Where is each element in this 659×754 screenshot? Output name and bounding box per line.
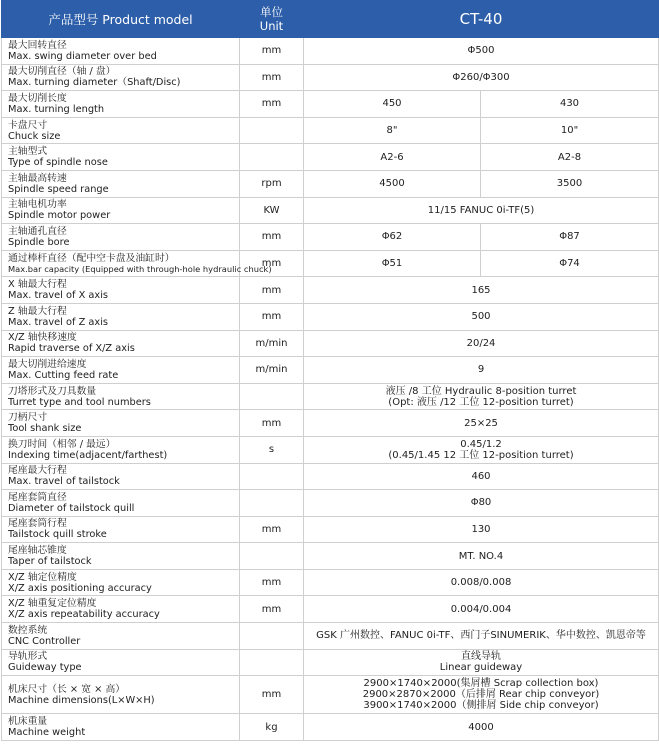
spec-row [2,596,659,623]
spec-row [2,543,659,570]
spec-name-cn: 刀柄尺寸 [8,412,48,424]
spec-name-cn: 尾座轴芯锥度 [8,545,67,557]
spec-name-cn: X/Z 轴重复定位精度 [8,598,97,610]
spec-row [2,117,659,144]
spec-name-en: X/Z axis repeatability accuracy [8,609,160,621]
spec-unit: s [240,436,304,463]
spec-name-cell [2,91,240,118]
spec-name-cn: X/Z 轴定位精度 [8,571,77,583]
spec-row [2,676,659,714]
spec-name-en: Type of spindle nose [8,157,108,169]
spec-row [2,250,659,277]
spec-name-cn: 机床尺寸（长 × 宽 × 高） [8,683,126,695]
spec-unit: mm [240,516,304,543]
spec-name-en: Max. travel of tailstock [8,476,120,488]
spec-name-cell [2,224,240,251]
spec-unit [240,383,304,410]
spec-name-en: Rapid traverse of X/Z axis [8,343,135,355]
spec-name-cell [2,623,240,650]
spec-value: 430 [481,91,659,118]
spec-unit: m/min [240,330,304,357]
spec-value: 500 [304,303,659,330]
spec-row [2,224,659,251]
spec-unit: mm [240,410,304,437]
spec-value: GSK 广州数控、FANUC 0i-TF、西门子SINUMERIK、华中数控、凯恩帝等 [304,623,659,650]
spec-name-cn: 卡盘尺寸 [8,119,48,131]
spec-name-cn: 主轴通孔直径 [8,225,67,237]
spec-value: Φ87 [481,224,659,251]
spec-name-en: Diameter of tailstock quill [8,502,135,514]
spec-name-cell [2,516,240,543]
spec-name-cn: 数控系统 [8,624,48,636]
spec-value-line: Linear guideway [439,662,523,674]
spec-row [2,170,659,197]
spec-value: 0.008/0.008 [304,569,659,596]
spec-value: 450 [304,91,481,118]
spec-name-cn: 尾座套筒直径 [8,491,67,503]
spec-row [2,144,659,171]
spec-name-en: CNC Controller [8,635,81,647]
spec-name-cell [2,117,240,144]
spec-value: 3500 [481,170,659,197]
spec-value: A2-8 [481,144,659,171]
spec-value-line: 2900×1740×2000(集屑槽 Scrap collection box) [363,678,599,690]
spec-value-line: (Opt: 液压 /12 工位 12-position turret) [388,396,574,408]
spec-row [2,357,659,384]
spec-name-cell [2,357,240,384]
header-model: CT-40 [304,1,659,38]
spec-value [304,383,659,410]
spec-unit [240,117,304,144]
spec-table [1,0,659,741]
spec-row [2,623,659,650]
spec-name-cell [2,596,240,623]
spec-unit [240,463,304,490]
spec-value: Φ80 [304,490,659,517]
spec-name-cell [2,38,240,65]
spec-row [2,330,659,357]
spec-name-cell [2,410,240,437]
spec-name-cn: 导轨形式 [8,651,48,663]
spec-unit: m/min [240,357,304,384]
spec-unit: mm [240,38,304,65]
spec-name-cn: 主轴电机功率 [8,199,67,211]
spec-name-en: Indexing time(adjacent/farthest) [8,449,168,461]
spec-name-cell [2,649,240,676]
spec-unit: mm [240,277,304,304]
spec-name-cell [2,303,240,330]
spec-value: 9 [304,357,659,384]
spec-value: A2-6 [304,144,481,171]
spec-value [304,676,659,714]
spec-unit: rpm [240,170,304,197]
spec-name-en: Tailstock quill stroke [8,529,107,541]
spec-name-cn: Z 轴最大行程 [8,305,67,317]
header-product-model: 产品型号 Product model [2,1,240,38]
spec-name-en: Tool shank size [8,423,82,435]
spec-name-en: Machine weight [8,727,86,739]
spec-value: Φ74 [481,250,659,277]
spec-value: 460 [304,463,659,490]
spec-name-en: Spindle bore [8,236,70,248]
spec-name-cn: 主轴最高转速 [8,172,67,184]
spec-name-en: Machine dimensions(L×W×H) [8,694,155,706]
spec-unit [240,623,304,650]
spec-value: 25×25 [304,410,659,437]
spec-name-cell [2,64,240,91]
spec-name-en: Max. swing diameter over bed [8,50,157,62]
spec-value-line: 2900×2870×2000（后排屑 Rear chip conveyor) [362,689,600,701]
spec-value: 11/15 FANUC 0i-TF(5) [304,197,659,224]
spec-name-cell [2,170,240,197]
spec-value: 8" [304,117,481,144]
spec-unit: kg [240,714,304,741]
spec-value: 0.004/0.004 [304,596,659,623]
spec-name-cn: X 轴最大行程 [8,279,67,291]
spec-name-cell [2,144,240,171]
spec-value [304,436,659,463]
spec-value [304,649,659,676]
spec-name-en: Chuck size [8,130,61,142]
spec-name-cell [2,569,240,596]
spec-name-en: Max. travel of Z axis [8,316,109,328]
spec-unit: mm [240,303,304,330]
spec-name-cell [2,543,240,570]
spec-name-cell [2,490,240,517]
spec-row [2,649,659,676]
spec-name-cell [2,197,240,224]
spec-name-cn: 最大切削长度 [8,92,67,104]
spec-name-cn: 主轴型式 [8,146,48,158]
spec-unit: mm [240,224,304,251]
spec-name-cn: 尾座最大行程 [8,465,67,477]
spec-name-cn: 尾座套筒行程 [8,518,67,530]
spec-value: Φ260/Φ300 [304,64,659,91]
spec-value: Φ500 [304,38,659,65]
spec-name-en: Taper of tailstock [8,556,92,568]
spec-value: 20/24 [304,330,659,357]
spec-name-cell [2,436,240,463]
spec-unit [240,649,304,676]
spec-value: 130 [304,516,659,543]
spec-row [2,410,659,437]
spec-row [2,64,659,91]
spec-unit: KW [240,197,304,224]
spec-unit: mm [240,676,304,714]
spec-row [2,569,659,596]
spec-value: Φ62 [304,224,481,251]
spec-name-cell [2,714,240,741]
spec-value: MT. NO.4 [304,543,659,570]
spec-row [2,383,659,410]
spec-value-line: 0.45/1.2 [460,438,502,450]
spec-name-en: Max.bar capacity (Equipped with through-hole hydraulic chuck) [8,263,272,274]
spec-unit: mm [240,569,304,596]
spec-value-line: 液压 /8 工位 Hydraulic 8-position turret [385,385,577,397]
spec-unit: mm [240,596,304,623]
spec-value: 4500 [304,170,481,197]
spec-name-cn: 刀塔形式及刀具数量 [8,385,97,397]
spec-name-cn: 通过棒杆直径（配中空卡盘及油缸时） [8,252,175,264]
spec-row [2,463,659,490]
spec-name-en: Guideway type [8,662,82,674]
spec-name-cn: 最大切削进给速度 [8,358,87,370]
spec-row [2,38,659,65]
header-unit-en: Unit [259,19,284,33]
spec-row [2,490,659,517]
spec-name-cn: X/Z 轴快移速度 [8,332,77,344]
spec-row [2,516,659,543]
spec-name-en: Max. turning length [8,103,105,115]
spec-name-en: Max. travel of X axis [8,290,109,302]
spec-name-cell [2,383,240,410]
spec-unit [240,490,304,517]
header-row [2,1,659,38]
spec-name-cell [2,277,240,304]
spec-row [2,91,659,118]
spec-name-en: X/Z axis positioning accuracy [8,582,152,594]
spec-name-cell [2,330,240,357]
spec-name-cell [2,676,240,714]
spec-unit: mm [240,64,304,91]
spec-unit [240,144,304,171]
spec-row [2,197,659,224]
spec-value: 165 [304,277,659,304]
spec-value: 10" [481,117,659,144]
spec-body [2,38,659,741]
spec-name-en: Spindle motor power [8,210,111,222]
spec-unit: mm [240,250,304,277]
spec-row [2,714,659,741]
spec-value: Φ51 [304,250,481,277]
spec-value-line: 3900×1740×2000（侧排屑 Side chip conveyor) [363,700,599,712]
header-unit [240,1,304,38]
header-unit-cn: 单位 [260,5,283,19]
spec-value-line: (0.45/1.45 12 工位 12-position turret) [388,449,574,461]
spec-unit: mm [240,91,304,118]
spec-name-cn: 最大切削直径（轴 / 盘） [8,66,116,78]
spec-name-en: Max. turning diameter（Shaft/Disc) [8,77,181,89]
spec-value: 4000 [304,714,659,741]
spec-row [2,303,659,330]
spec-row [2,436,659,463]
spec-name-cell [2,463,240,490]
spec-value-line: 直线导轨 [461,651,501,663]
spec-row [2,277,659,304]
spec-name-en: Turret type and tool numbers [8,396,151,408]
spec-name-cn: 最大回转直径 [8,39,67,51]
spec-unit [240,543,304,570]
spec-name-en: Max. Cutting feed rate [8,369,119,381]
spec-name-cn: 机床重量 [8,716,48,728]
spec-name-cn: 换刀时间（相邻 / 最远） [8,438,116,450]
spec-name-en: Spindle speed range [8,183,109,195]
